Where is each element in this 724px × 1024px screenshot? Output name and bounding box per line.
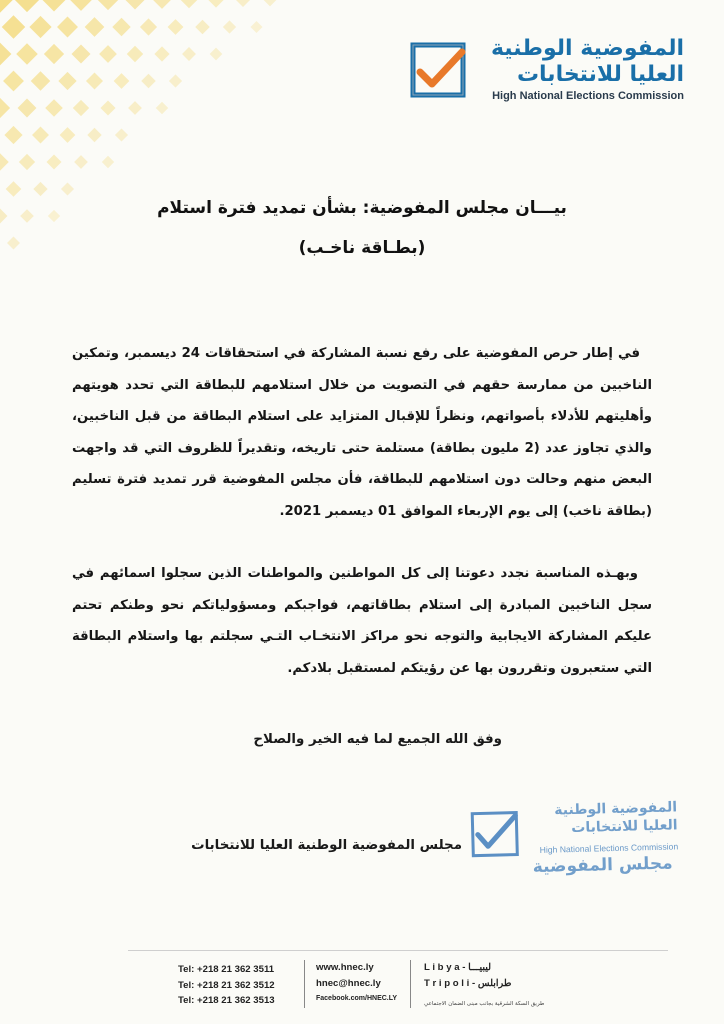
decorative-square bbox=[154, 46, 169, 61]
country-arabic: ليبيـــا bbox=[468, 962, 492, 973]
stamp-checkmark-icon bbox=[469, 809, 520, 858]
decorative-square bbox=[195, 20, 210, 35]
decorative-square bbox=[19, 154, 35, 170]
decorative-square bbox=[140, 18, 157, 35]
decorative-square bbox=[127, 46, 143, 62]
email-link[interactable]: hnec@hnec.ly bbox=[316, 977, 381, 989]
decorative-square bbox=[73, 100, 89, 116]
footer-divider bbox=[128, 950, 668, 951]
decorative-squares-pattern bbox=[0, 0, 300, 260]
footer-country-row: L i b y a - ليبيـــا bbox=[424, 962, 492, 973]
signature-block: مجلس المفوضية الوطنية العليا للانتخابات bbox=[191, 838, 462, 853]
decorative-square bbox=[264, 0, 277, 6]
decorative-square bbox=[125, 0, 144, 10]
decorative-square bbox=[0, 209, 7, 224]
decorative-square bbox=[6, 181, 22, 197]
decorative-square bbox=[99, 45, 117, 63]
decorative-square bbox=[156, 102, 169, 115]
logo-english-name: High National Elections Commission bbox=[492, 90, 684, 102]
decorative-square bbox=[208, 0, 223, 8]
decorative-square bbox=[18, 99, 37, 118]
statement-subtitle: (بطـاقة ناخـب) bbox=[298, 238, 426, 258]
decorative-square bbox=[98, 0, 118, 10]
decorative-square bbox=[87, 128, 101, 142]
decorative-square bbox=[57, 17, 78, 38]
phone-number: Tel: +218 21 362 3511 bbox=[178, 964, 275, 975]
decorative-square bbox=[102, 156, 114, 168]
city-english: T r i p o l i bbox=[424, 977, 470, 989]
decorative-square bbox=[250, 21, 262, 33]
footer-separator bbox=[304, 960, 305, 1008]
decorative-square bbox=[72, 45, 91, 64]
decorative-square bbox=[33, 182, 47, 196]
decorative-square bbox=[112, 18, 130, 36]
decorative-square bbox=[16, 43, 38, 65]
decorative-square bbox=[128, 101, 142, 115]
decorative-square bbox=[32, 127, 49, 144]
decorative-square bbox=[114, 73, 130, 89]
decorative-square bbox=[61, 182, 74, 195]
decorative-square bbox=[29, 16, 51, 38]
decorative-square bbox=[43, 0, 66, 11]
decorative-square bbox=[85, 17, 105, 37]
decorative-square bbox=[236, 0, 250, 7]
decorative-square bbox=[100, 100, 115, 115]
decorative-square bbox=[153, 0, 171, 9]
decorative-square bbox=[2, 15, 25, 38]
stamp-arabic-line-1: المفوضية الوطنية bbox=[554, 799, 678, 819]
body-paragraph-2: وبهـذه المناسبة نجدد دعوتنا إلى كل المواطنين والمواطنات الذين سجلوا اسمائهم في سجل الناخبين المبادرة إلى استلام بطاقاتهم، فواجبكم ومسؤولياتكم نحو وطنكم تحتم عليكم المشاركة الايجابية والتوجه نحو مراكز الانتخـاب التـي سجلتم بها واستلام البطاقة التي ستعبرون وتقررون بها عن رؤيتكم لمستقبل بلادكم. bbox=[72, 566, 652, 676]
stamp-council-name: مجلس المفوضية bbox=[532, 853, 673, 878]
decorative-square bbox=[210, 48, 223, 61]
official-stamp bbox=[469, 797, 683, 887]
facebook-link[interactable]: Facebook.com/HNEC.LY bbox=[316, 995, 398, 1002]
decorative-square bbox=[0, 153, 9, 171]
hnec-logo bbox=[410, 36, 686, 110]
decorative-square bbox=[45, 99, 63, 117]
decorative-square bbox=[0, 43, 11, 66]
logo-arabic-line-2: العليا للانتخابات bbox=[516, 62, 684, 87]
footer-city-row: T r i p o l i - طرابلس bbox=[424, 977, 512, 989]
decorative-square bbox=[168, 19, 184, 35]
decorative-square bbox=[141, 74, 155, 88]
footer-location bbox=[424, 960, 542, 991]
decorative-square bbox=[31, 71, 51, 91]
logo-arabic-line-1: المفوضية الوطنية bbox=[490, 36, 684, 61]
website-link[interactable]: www.hnec.ly bbox=[316, 962, 374, 973]
decorative-square bbox=[0, 98, 10, 118]
decorative-square bbox=[15, 0, 39, 12]
decorative-square bbox=[86, 72, 103, 89]
stamp-arabic-line-2: العليا للانتخابات bbox=[571, 817, 678, 837]
body-paragraph-1: في إطار حرص المفوضية على رفع نسبة المشاركة في استحقاقات 24 ديسمبر، وتمكين الناخبين من ممارسة حقهم في التصويت من خلال استلامهم للبطاقة التي تحدد هويتهم وأهليتهم للأدلاء بأصواتهم، ونظراً للإقبال المتزايد على استلام البطاقة من قبل الناخبين، والذي تجاوز عدد (2 مليون بطاقة) مستلمة حتى تاريخه، وتقديراً للظروف التي قد واجهت البعض منهم وحالت دون استلامهم للبطاقة، فأن مجلس المفوضية قرر تمديد فترة تسليم (بطاقة ناخب) إلى يوم الإربعاء الموافق 01 ديسمبر 2021. bbox=[72, 346, 653, 519]
decorative-square bbox=[48, 210, 60, 222]
footer-contact-links bbox=[316, 960, 397, 1007]
city-arabic: طرابلس bbox=[477, 977, 512, 989]
decorative-square bbox=[60, 127, 76, 143]
decorative-square bbox=[74, 155, 88, 169]
decorative-square bbox=[7, 237, 20, 250]
decorative-square bbox=[169, 74, 182, 87]
country-english: L i b y a bbox=[424, 962, 460, 973]
decorative-square bbox=[181, 0, 198, 8]
decorative-square bbox=[182, 47, 196, 61]
decorative-square bbox=[70, 0, 92, 11]
decorative-square bbox=[44, 44, 64, 64]
phone-number: Tel: +218 21 362 3512 bbox=[178, 979, 275, 991]
decorative-square bbox=[3, 71, 24, 92]
decorative-square bbox=[4, 126, 22, 144]
footer-phone-list bbox=[178, 962, 275, 1009]
decorative-square bbox=[20, 209, 34, 223]
checkmark-box-icon bbox=[410, 42, 466, 98]
footer-address: طريق السكة الشرقية بجانب مبنى الضمان الاجتماعي bbox=[424, 1001, 545, 1007]
stamp-english-name: High National Elections Commission bbox=[539, 841, 679, 855]
decorative-square bbox=[0, 0, 13, 13]
statement-title: بيـــان مجلس المفوضية: بشأن تمديد فترة استلام bbox=[157, 198, 567, 218]
decorative-square bbox=[115, 128, 128, 141]
phone-number: Tel: +218 21 362 3513 bbox=[178, 995, 275, 1006]
footer-separator bbox=[410, 960, 411, 1008]
decorative-square bbox=[58, 72, 76, 90]
decorative-square bbox=[223, 20, 236, 33]
decorative-square bbox=[47, 155, 62, 170]
closing-line: وفق الله الجميع لما فيه الخير والصلاح bbox=[253, 732, 502, 747]
